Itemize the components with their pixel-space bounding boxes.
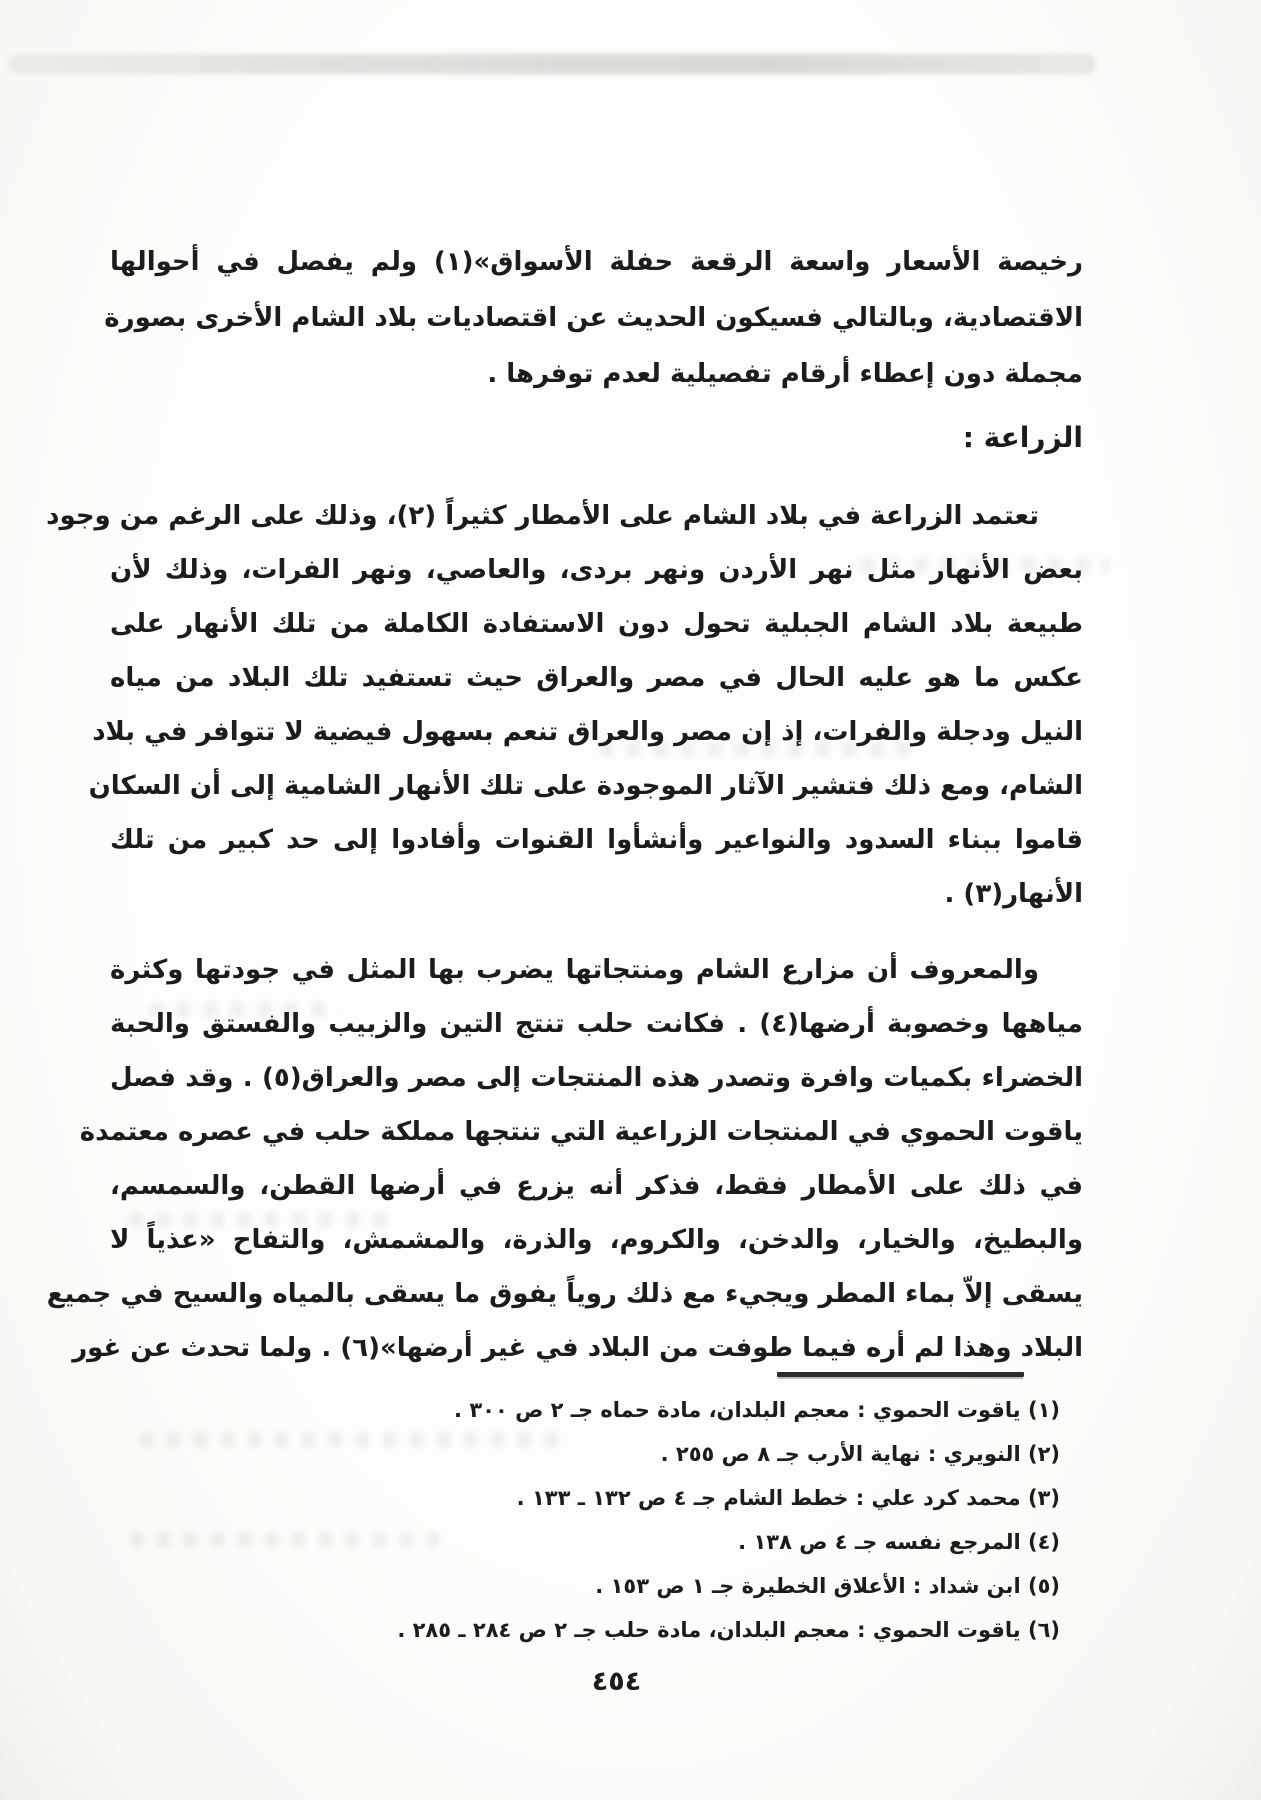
text-line: النيل ودجلة والفرات، إذ إن مصر والعراق تنعم بسهول فيضية لا تتوافر في بلاد bbox=[92, 717, 1083, 747]
footnote-line: (٤) المرجع نفسه جـ ٤ ص ١٣٨ . bbox=[738, 1530, 1060, 1554]
text-line: قاموا ببناء السدود والنواعير وأنشأوا القنوات وأفادوا إلى حد كبير من تلك bbox=[110, 825, 1083, 855]
footnote-line: (١) ياقوت الحموي : معجم البلدان، مادة حماه جـ ٢ ص ٣٠٠ . bbox=[454, 1398, 1060, 1422]
text-line: مياهها وخصوبة أرضها(٤) . فكانت حلب تنتج التين والزبيب والفستق والحبة bbox=[110, 1009, 1084, 1039]
text-line: الاقتصادية، وبالتالي فسيكون الحديث عن اقتصاديات بلاد الشام الأخرى بصورة bbox=[104, 303, 1083, 333]
text-line: الأنهار(٣) . bbox=[944, 879, 1083, 909]
text-line: ياقوت الحموي في المنتجات الزراعية التي تنتجها مملكة حلب في عصره معتمدة bbox=[79, 1117, 1083, 1147]
text-line: بعض الأنهار مثل نهر الأردن ونهر بردى، والعاصي، ونهر الفرات، وذلك لأن bbox=[110, 555, 1083, 585]
footnote-line: (٥) ابن شداد : الأعلاق الخطيرة جـ ١ ص ١٥٣ . bbox=[595, 1574, 1060, 1598]
footnote-line: (٦) ياقوت الحموي : معجم البلدان، مادة حلب جـ ٢ ص ٢٨٤ ـ ٢٨٥ . bbox=[397, 1618, 1060, 1642]
footnotes-section bbox=[110, 1388, 1060, 1652]
text-line: في ذلك على الأمطار فقط، فذكر أنه يزرع في أرضها القطن، والسمسم، bbox=[110, 1171, 1083, 1201]
footnote-line: (٣) محمد كرد علي : خطط الشام جـ ٤ ص ١٣٢ ـ ١٣٣ . bbox=[516, 1486, 1060, 1510]
scan-band-artifact bbox=[8, 54, 1096, 74]
body-paragraph-2 bbox=[46, 489, 1083, 921]
text-line: والبطيخ، والخيار، والدخن، والكروم، والذرة، والمشمش، والتفاح «عذياً لا bbox=[110, 1225, 1083, 1255]
footnote-line: (٢) النويري : نهاية الأرب جـ ٨ ص ٢٥٥ . bbox=[660, 1442, 1060, 1466]
text-line: مجملة دون إعطاء أرقام تفصيلية لعدم توفرها . bbox=[487, 359, 1083, 389]
text-line: الشام، ومع ذلك فتشير الآثار الموجودة على تلك الأنهار الشامية إلى أن السكان bbox=[88, 771, 1083, 801]
text-line: رخيصة الأسعار واسعة الرقعة حفلة الأسواق»(١) ولم يفصل في أحوالها bbox=[110, 247, 1083, 277]
footnote-separator bbox=[777, 1372, 1024, 1377]
text-line: البلاد وهذا لم أره فيما طوفت من البلاد في غير أرضها»(٦) . ولما تحدث عن غور bbox=[72, 1333, 1083, 1363]
text-line: والمعروف أن مزارع الشام ومنتجاتها يضرب بها المثل في جودتها وكثرة bbox=[110, 955, 1039, 985]
body-paragraph-3 bbox=[46, 943, 1084, 1375]
section-heading: الزراعة : bbox=[962, 421, 1083, 454]
text-line: الخضراء بكميات وافرة وتصدر هذه المنتجات إلى مصر والعراق(٥) . وقد فصل bbox=[110, 1063, 1083, 1093]
text-line: طبيعة بلاد الشام الجبلية تحول دون الاستفادة الكاملة من تلك الأنهار على bbox=[110, 609, 1083, 639]
text-line: عكس ما هو عليه الحال في مصر والعراق حيث تستفيد تلك البلاد من مياه bbox=[110, 663, 1083, 693]
body-paragraph-1 bbox=[104, 234, 1083, 402]
page-number: ٤٥٤ bbox=[591, 1666, 642, 1697]
text-line: يسقى إلاّ بماء المطر ويجيء مع ذلك روياً يفوق ما يسقى بالمياه والسيح في جميع bbox=[46, 1279, 1083, 1309]
text-line: تعتمد الزراعة في بلاد الشام على الأمطار كثيراً (٢)، وذلك على الرغم من وجود bbox=[46, 501, 1039, 531]
